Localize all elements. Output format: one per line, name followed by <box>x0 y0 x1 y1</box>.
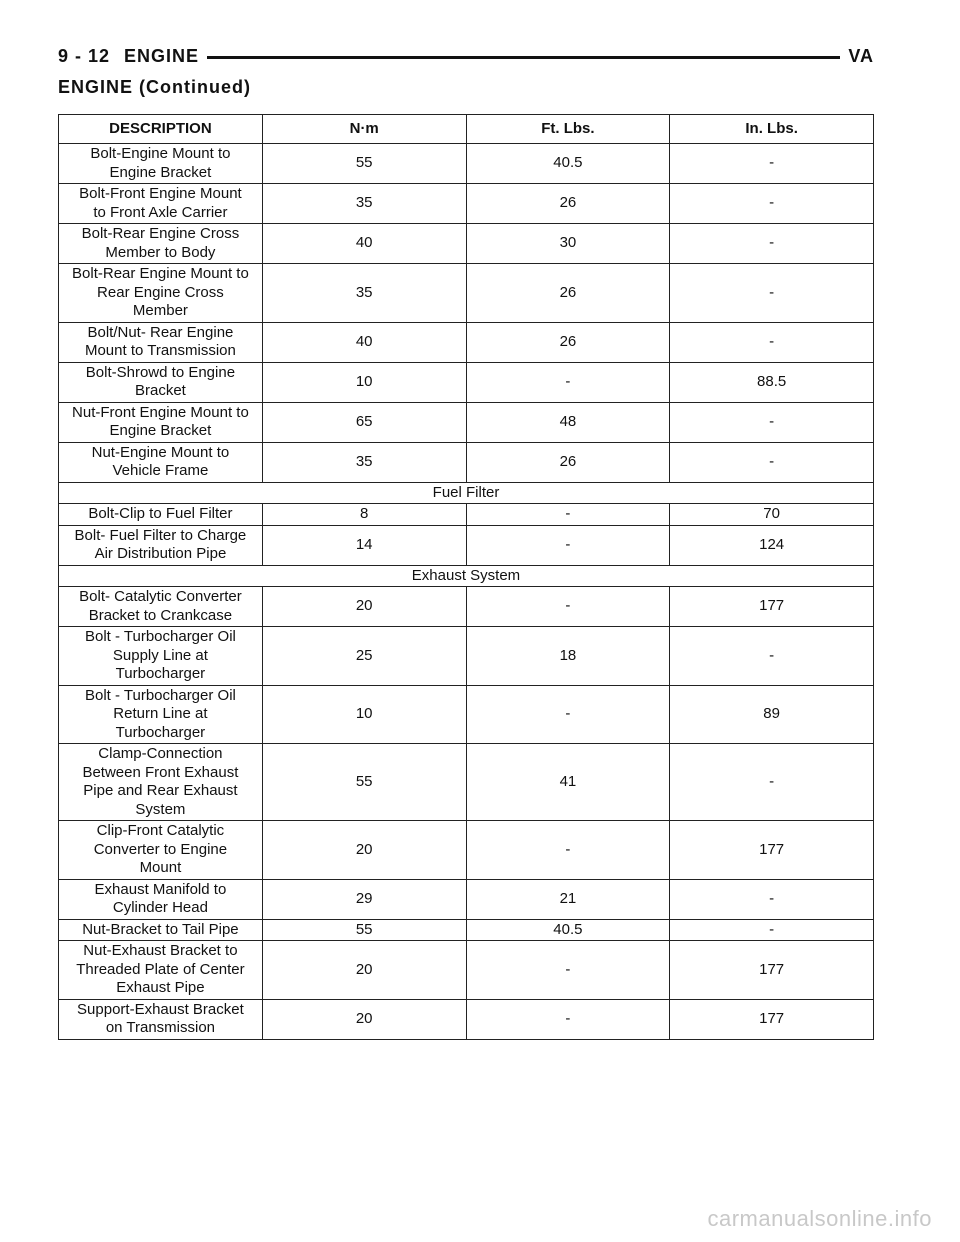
table-row <box>59 402 874 442</box>
description-line: Turbocharger <box>115 723 206 741</box>
description-line: Bolt-Clip to Fuel Filter <box>88 505 233 522</box>
section-label: Fuel Filter <box>59 482 874 504</box>
description-line: Bolt-Front Engine Mount <box>79 185 242 202</box>
description-line: on Transmission <box>105 1019 216 1036</box>
description-line: Bracket to Crankcase <box>88 606 233 624</box>
description-line: Turbocharger <box>115 665 206 682</box>
table-row <box>59 919 874 941</box>
ft-lbs-cell: 41 <box>466 744 670 821</box>
description-line: Nut-Front Engine Mount to <box>72 403 249 421</box>
description-line: Supply Line at <box>112 646 208 664</box>
nm-cell: 35 <box>262 184 466 224</box>
model-code: VA <box>840 46 874 67</box>
nm-cell: 55 <box>262 144 466 184</box>
table-row <box>59 504 874 526</box>
description-line: Return Line at <box>113 705 208 722</box>
nm-cell: 20 <box>262 587 466 627</box>
description-line: Exhaust Pipe <box>116 979 205 996</box>
description-line: to Front Axle Carrier <box>93 203 228 221</box>
table-row <box>59 587 874 627</box>
description-cell <box>59 627 263 686</box>
ft-lbs-cell: - <box>466 504 670 526</box>
in-lbs-cell: 177 <box>670 821 874 880</box>
description-cell <box>59 322 263 362</box>
description-cell <box>59 587 263 627</box>
table-header-row <box>59 115 874 144</box>
nm-cell: 20 <box>262 941 466 1000</box>
ft-lbs-cell: - <box>466 941 670 1000</box>
table-body <box>59 144 874 1040</box>
description-line: Rear Engine Cross <box>97 283 224 301</box>
table-section-row <box>59 565 874 587</box>
description-cell <box>59 442 263 482</box>
table-row <box>59 362 874 402</box>
description-line: Bolt - Turbocharger Oil <box>84 686 236 704</box>
description-line: Threaded Plate of Center <box>76 960 245 978</box>
description-cell <box>59 821 263 880</box>
table-row <box>59 627 874 686</box>
ft-lbs-cell: 18 <box>466 627 670 686</box>
nm-cell: 10 <box>262 685 466 744</box>
description-line: Nut-Bracket to Tail Pipe <box>82 920 239 938</box>
nm-cell: 25 <box>262 627 466 686</box>
description-line: Bolt/Nut- Rear Engine <box>87 323 234 341</box>
description-line: Mount to Transmission <box>84 342 236 359</box>
in-lbs-cell: - <box>670 224 874 264</box>
description-cell <box>59 184 263 224</box>
ft-lbs-cell: 21 <box>466 879 670 919</box>
description-cell <box>59 224 263 264</box>
description-cell <box>59 999 263 1039</box>
description-line: Bolt-Rear Engine Cross <box>81 225 240 242</box>
ft-lbs-cell: 26 <box>466 264 670 323</box>
nm-cell: 29 <box>262 879 466 919</box>
table-section-row <box>59 482 874 504</box>
description-line: Air Distribution Pipe <box>94 545 227 562</box>
description-cell <box>59 144 263 184</box>
table-row <box>59 184 874 224</box>
description-cell <box>59 362 263 402</box>
description-line: Bracket <box>134 382 186 399</box>
in-lbs-cell: 88.5 <box>670 362 874 402</box>
column-header-description: DESCRIPTION <box>59 115 263 144</box>
description-cell <box>59 264 263 323</box>
ft-lbs-cell: - <box>466 685 670 744</box>
description-line: Bolt-Rear Engine Mount to <box>72 265 249 282</box>
ft-lbs-cell: 40.5 <box>466 919 670 941</box>
nm-cell: 14 <box>262 525 466 565</box>
in-lbs-cell: 177 <box>670 999 874 1039</box>
in-lbs-cell: 70 <box>670 504 874 526</box>
description-line: Mount <box>139 859 182 876</box>
description-cell <box>59 402 263 442</box>
nm-cell: 40 <box>262 224 466 264</box>
table-row <box>59 322 874 362</box>
in-lbs-cell: - <box>670 919 874 941</box>
ft-lbs-cell: - <box>466 525 670 565</box>
description-line: Clamp-Connection <box>98 745 223 762</box>
in-lbs-cell: 177 <box>670 587 874 627</box>
description-line: Between Front Exhaust <box>82 763 239 781</box>
ft-lbs-cell: 26 <box>466 442 670 482</box>
description-line: Bolt- Fuel Filter to Charge <box>74 526 247 544</box>
table-row <box>59 821 874 880</box>
description-line: Bolt-Engine Mount to <box>90 145 231 162</box>
description-line: Nut-Exhaust Bracket to <box>83 942 238 959</box>
in-lbs-cell: - <box>670 144 874 184</box>
section-name: ENGINE <box>124 46 200 66</box>
section-label: Exhaust System <box>59 565 874 587</box>
nm-cell: 40 <box>262 322 466 362</box>
nm-cell: 65 <box>262 402 466 442</box>
page-header <box>58 44 874 74</box>
table-row <box>59 879 874 919</box>
nm-cell: 20 <box>262 821 466 880</box>
description-line: Bolt- Catalytic Converter <box>79 588 242 605</box>
description-cell <box>59 941 263 1000</box>
ft-lbs-cell: - <box>466 999 670 1039</box>
description-line: Converter to Engine <box>93 840 228 858</box>
description-line: Member <box>132 302 188 319</box>
description-cell <box>59 504 263 526</box>
table-row <box>59 941 874 1000</box>
description-line: Engine Bracket <box>109 422 212 439</box>
header-left <box>58 46 207 67</box>
table-row <box>59 999 874 1039</box>
ft-lbs-cell: - <box>466 362 670 402</box>
description-line: System <box>135 800 186 818</box>
in-lbs-cell: - <box>670 879 874 919</box>
nm-cell: 35 <box>262 264 466 323</box>
in-lbs-cell: 89 <box>670 685 874 744</box>
table-row <box>59 442 874 482</box>
ft-lbs-cell: 40.5 <box>466 144 670 184</box>
in-lbs-cell: - <box>670 322 874 362</box>
in-lbs-cell: - <box>670 264 874 323</box>
description-line: Nut-Engine Mount to <box>91 443 230 461</box>
description-line: Support-Exhaust Bracket <box>77 1000 244 1018</box>
ft-lbs-cell: 30 <box>466 224 670 264</box>
description-line: Cylinder Head <box>112 899 208 916</box>
description-cell <box>59 685 263 744</box>
table-row <box>59 685 874 744</box>
page-number: 9 - 12 <box>58 46 111 66</box>
in-lbs-cell: - <box>670 744 874 821</box>
nm-cell: 35 <box>262 442 466 482</box>
ft-lbs-cell: - <box>466 587 670 627</box>
description-line: Vehicle Frame <box>112 462 209 479</box>
ft-lbs-cell: 26 <box>466 322 670 362</box>
in-lbs-cell: - <box>670 184 874 224</box>
description-line: Bolt - Turbocharger Oil <box>84 628 236 645</box>
in-lbs-cell: 177 <box>670 941 874 1000</box>
table-row <box>59 525 874 565</box>
continued-title: ENGINE (Continued) <box>58 77 251 97</box>
description-line: Pipe and Rear Exhaust <box>83 782 238 799</box>
description-cell <box>59 525 263 565</box>
description-line: Clip-Front Catalytic <box>96 822 225 839</box>
watermark: carmanualsonline.info <box>707 1206 932 1231</box>
ft-lbs-cell: - <box>466 821 670 880</box>
description-cell <box>59 744 263 821</box>
nm-cell: 8 <box>262 504 466 526</box>
in-lbs-cell: - <box>670 442 874 482</box>
nm-cell: 20 <box>262 999 466 1039</box>
in-lbs-cell: 124 <box>670 525 874 565</box>
description-cell <box>59 919 263 941</box>
nm-cell: 55 <box>262 919 466 941</box>
table-row <box>59 264 874 323</box>
table-row <box>59 144 874 184</box>
description-cell <box>59 879 263 919</box>
description-line: Exhaust Manifold to <box>94 880 227 898</box>
column-header-in-lbs: In. Lbs. <box>670 115 874 144</box>
torque-spec-table <box>58 114 874 1040</box>
ft-lbs-cell: 26 <box>466 184 670 224</box>
description-line: Bolt-Shrowd to Engine <box>85 363 236 381</box>
table-row <box>59 744 874 821</box>
description-line: Member to Body <box>105 243 216 261</box>
column-header-ft-lbs: Ft. Lbs. <box>466 115 670 144</box>
ft-lbs-cell: 48 <box>466 402 670 442</box>
description-line: Engine Bracket <box>109 163 212 181</box>
nm-cell: 10 <box>262 362 466 402</box>
nm-cell: 55 <box>262 744 466 821</box>
in-lbs-cell: - <box>670 402 874 442</box>
in-lbs-cell: - <box>670 627 874 686</box>
table-row <box>59 224 874 264</box>
column-header-nm: N·m <box>262 115 466 144</box>
